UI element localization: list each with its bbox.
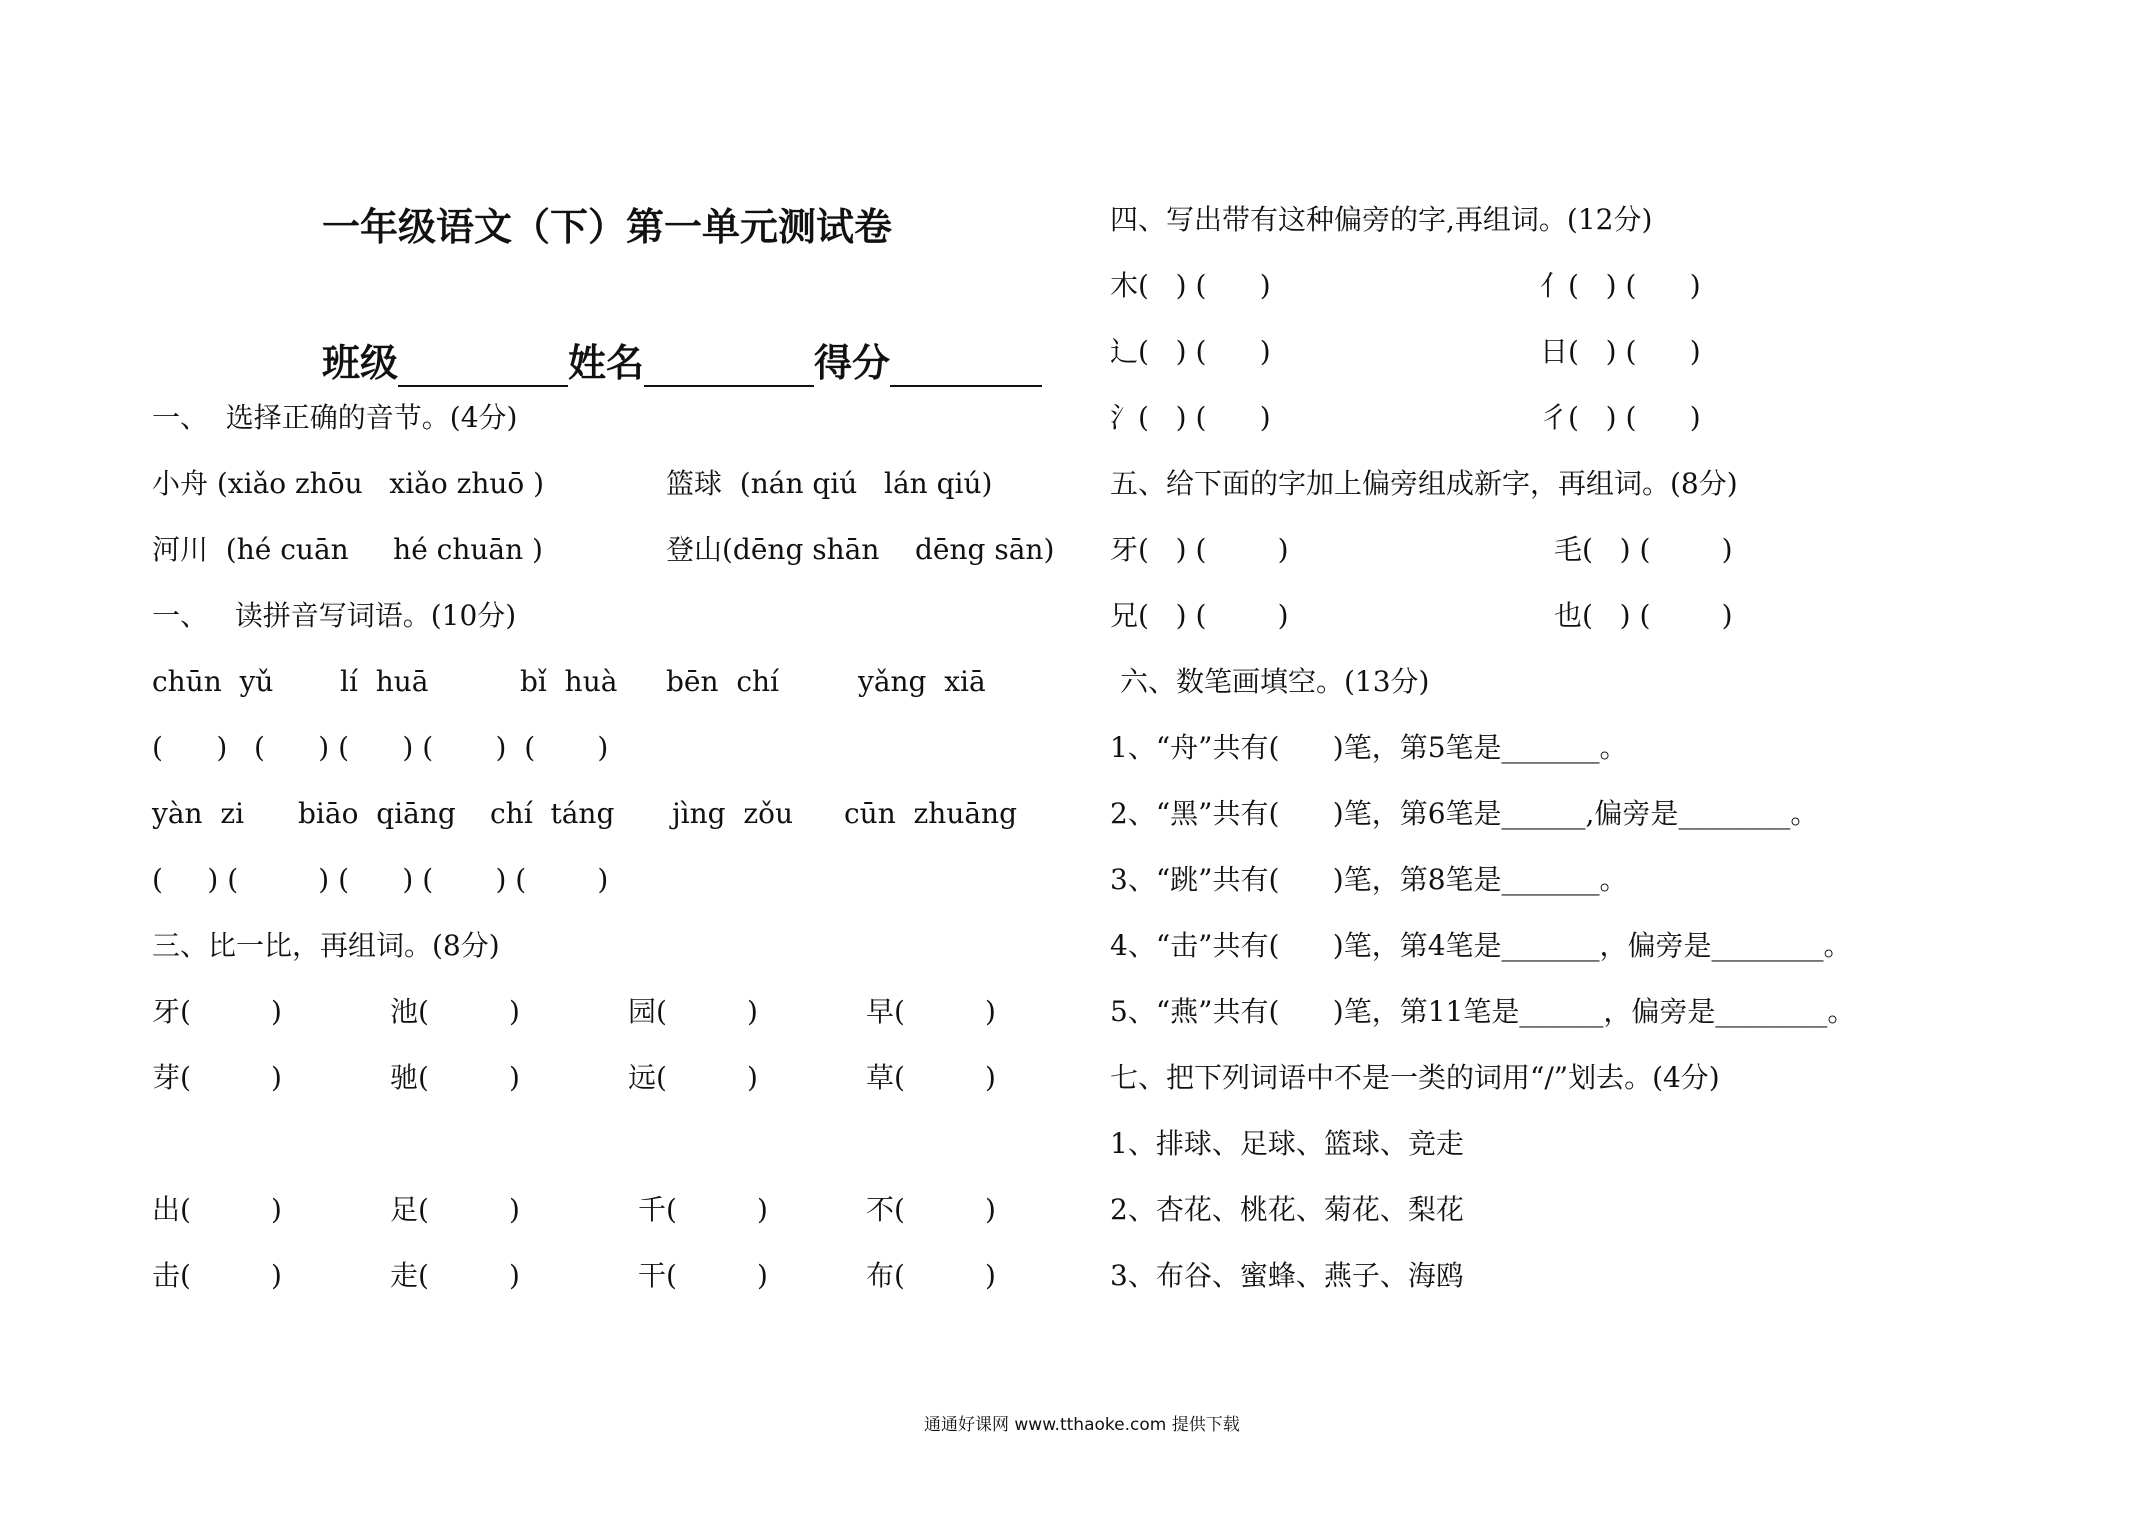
pinyin-9: jìng zǒu (672, 797, 794, 830)
section-6-heading: 六、数笔画填空。(13分) (1120, 665, 1430, 698)
pinyin-4: bēn chí (666, 665, 779, 698)
pinyin-7: biāo qiāng (298, 797, 456, 830)
s6-item[interactable]: 5、“燕”共有( )笔，第11笔是______，偏旁是________。 (1110, 995, 1856, 1028)
s3-cell[interactable]: 走( ) (390, 1259, 520, 1292)
s1-item-1: 小舟 (xiǎo zhōu xiǎo zhuō ) (152, 467, 545, 500)
section-7-heading: 七、把下列词语中不是一类的词用“/”划去。(4分) (1110, 1061, 1720, 1094)
class-label: 班级 (322, 341, 399, 385)
s4-cell[interactable]: 木( ) ( ) (1110, 269, 1271, 302)
pinyin-3: bǐ huà (520, 665, 618, 698)
s3-cell[interactable]: 驰( ) (390, 1061, 520, 1094)
s7-item[interactable]: 3、布谷、蜜蜂、燕子、海鸥 (1110, 1259, 1464, 1292)
s6-item[interactable]: 1、“舟”共有( )笔，第5笔是_______。 (1110, 731, 1628, 764)
s1-item-4: 登山(dēng shān dēng sān) (666, 533, 1055, 566)
s6-item[interactable]: 2、“黑”共有( )笔，第6笔是______,偏旁是________。 (1110, 797, 1819, 830)
s4-cell[interactable]: 氵( ) ( ) (1110, 401, 1271, 434)
s3-cell[interactable]: 草( ) (866, 1061, 996, 1094)
footer-source: 通通好课网 www.tthaoke.com 提供下载 (924, 1415, 1240, 1435)
s7-item[interactable]: 1、排球、足球、篮球、竞走 (1110, 1127, 1464, 1160)
score-label: 得分 (814, 341, 891, 385)
answer-brackets-row-2[interactable]: ( ) ( ) ( ) ( ) ( ) (152, 863, 609, 896)
s5-cell[interactable]: 也( ) ( ) (1554, 599, 1733, 632)
s4-cell[interactable]: 辶( ) ( ) (1110, 335, 1271, 368)
s3-cell[interactable]: 园( ) (628, 995, 758, 1028)
s3-cell[interactable]: 池( ) (390, 995, 520, 1028)
s3-cell[interactable]: 布( ) (866, 1259, 996, 1292)
s3-cell[interactable]: 千( ) (638, 1193, 768, 1226)
s3-cell[interactable]: 出( ) (152, 1193, 282, 1226)
s1-item-2: 篮球 (nán qiú lán qiú) (666, 467, 993, 500)
s3-cell[interactable]: 干( ) (638, 1259, 768, 1292)
s3-cell[interactable]: 牙( ) (152, 995, 282, 1028)
name-label: 姓名 (568, 341, 645, 385)
s3-cell[interactable]: 远( ) (628, 1061, 758, 1094)
pinyin-2: lí huā (340, 665, 429, 698)
s1-item-3: 河川 (hé cuān hé chuān ) (152, 533, 543, 566)
section-3-heading: 三、比一比，再组词。(8分) (152, 929, 500, 962)
pinyin-6: yàn zi (152, 797, 245, 830)
s6-item[interactable]: 3、“跳”共有( )笔，第8笔是_______。 (1110, 863, 1628, 896)
section-5-heading: 五、给下面的字加上偏旁组成新字，再组词。(8分) (1110, 467, 1738, 500)
answer-brackets-row-1[interactable]: ( ) ( ) ( ) ( ) ( ) (152, 731, 609, 764)
s5-cell[interactable]: 牙( ) ( ) (1110, 533, 1289, 566)
pinyin-5: yǎng xiā (858, 665, 986, 698)
s7-item[interactable]: 2、杏花、桃花、菊花、梨花 (1110, 1193, 1464, 1226)
class-blank[interactable] (398, 351, 568, 387)
s3-cell[interactable]: 击( ) (152, 1259, 282, 1292)
s4-cell[interactable]: 彳( ) ( ) (1540, 401, 1701, 434)
s3-cell[interactable]: 芽( ) (152, 1061, 282, 1094)
page-title: 一年级语文（下）第一单元测试卷 (322, 205, 893, 249)
s4-cell[interactable]: 日( ) ( ) (1540, 335, 1701, 368)
s5-cell[interactable]: 兄( ) ( ) (1110, 599, 1289, 632)
s3-cell[interactable]: 不( ) (866, 1193, 996, 1226)
score-blank[interactable] (890, 351, 1042, 387)
section-2-heading: 一、 读拼音写词语。(10分) (152, 599, 517, 632)
s4-cell[interactable]: 亻( ) ( ) (1540, 269, 1701, 302)
s3-cell[interactable]: 足( ) (390, 1193, 520, 1226)
name-blank[interactable] (644, 351, 814, 387)
s5-cell[interactable]: 毛( ) ( ) (1554, 533, 1733, 566)
section-1-heading: 一、 选择正确的音节。(4分) (152, 401, 518, 434)
pinyin-10: cūn zhuāng (844, 797, 1018, 830)
class-line (322, 332, 1042, 387)
s3-cell[interactable]: 早( ) (866, 995, 996, 1028)
pinyin-1: chūn yǔ (152, 665, 274, 698)
s6-item[interactable]: 4、“击”共有( )笔，第4笔是_______，偏旁是________。 (1110, 929, 1852, 962)
section-4-heading: 四、写出带有这种偏旁的字,再组词。(12分) (1110, 203, 1653, 236)
pinyin-8: chí táng (490, 797, 615, 830)
